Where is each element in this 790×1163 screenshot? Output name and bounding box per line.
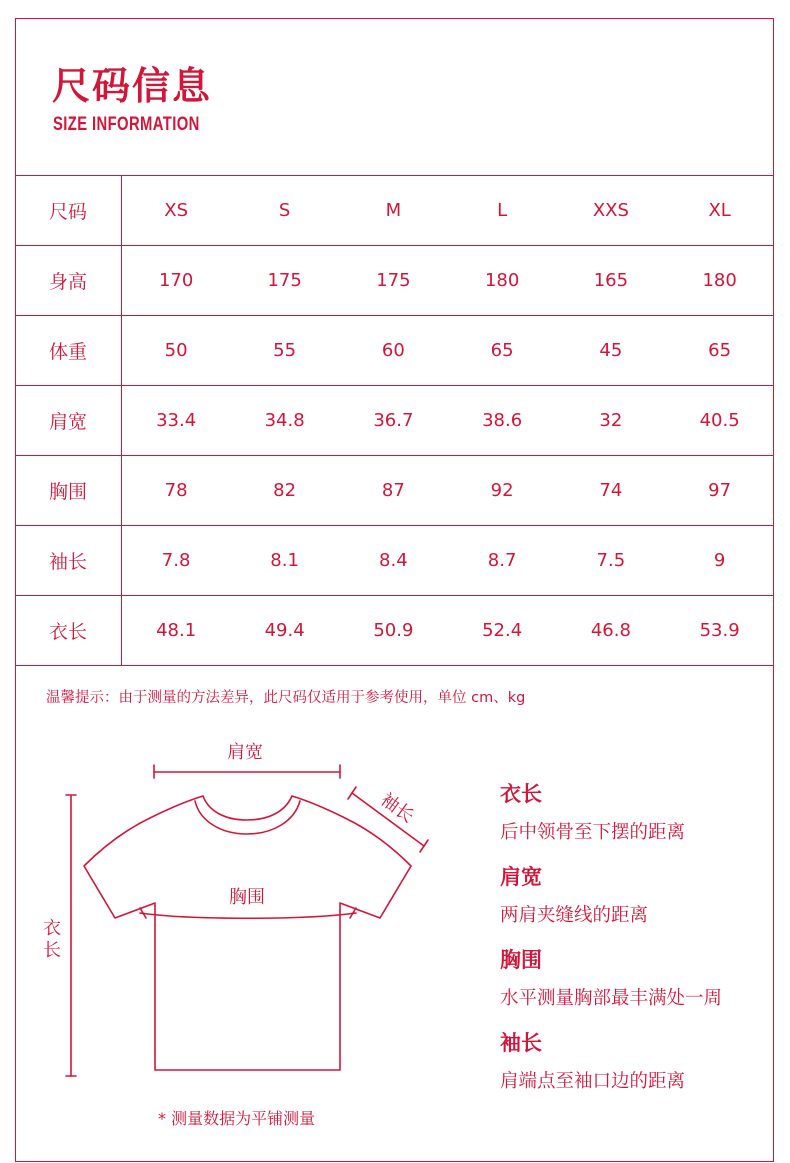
- table-cell: 165: [557, 246, 666, 316]
- table-cell: S: [230, 176, 339, 246]
- table-cell: 82: [230, 456, 339, 526]
- row-label: 袖长: [15, 526, 122, 596]
- row-label: 尺码: [15, 176, 122, 246]
- table-cell: 52.4: [448, 596, 557, 666]
- table-cell: XL: [665, 176, 774, 246]
- page-subtitle: SIZE INFORMATION: [53, 114, 200, 135]
- table-cell: L: [448, 176, 557, 246]
- sleeve-label: 袖长: [376, 789, 418, 828]
- table-cell: 34.8: [230, 386, 339, 456]
- table-cell: 97: [665, 456, 774, 526]
- definition-text: 肩端点至袖口边的距离: [500, 1071, 686, 1092]
- row-label: 体重: [15, 316, 122, 386]
- table-cell: M: [339, 176, 448, 246]
- definition-text: 两肩夹缝线的距离: [500, 905, 649, 926]
- definition-length: [500, 778, 685, 844]
- length-label-top: 衣: [43, 918, 61, 939]
- definition-shoulder: [500, 861, 648, 927]
- measurement-note: * 测量数据为平铺测量: [158, 1109, 316, 1128]
- table-cell: 180: [665, 246, 774, 316]
- table-cell: 45: [557, 316, 666, 386]
- row-label: 肩宽: [15, 386, 122, 456]
- table-cell: 49.4: [230, 596, 339, 666]
- table-cell: 48.1: [122, 596, 231, 666]
- table-cell: XS: [122, 176, 231, 246]
- table-cell: 170: [122, 246, 231, 316]
- table-cell: 92: [448, 456, 557, 526]
- definition-title: 袖长: [500, 1031, 542, 1055]
- table-cell: 38.6: [448, 386, 557, 456]
- table-cell: 7.8: [122, 526, 231, 596]
- row-label: 身高: [15, 246, 122, 316]
- table-cell: 8.4: [339, 526, 448, 596]
- table-cell: 9: [665, 526, 774, 596]
- collar-line: [195, 801, 300, 834]
- table-cell: 33.4: [122, 386, 231, 456]
- tip-text: 温馨提示：由于测量的方法差异，此尺码仅适用于参考使用，单位 cm、kg: [46, 690, 526, 706]
- chest-label: 胸围: [229, 887, 265, 908]
- shoulder-label: 肩宽: [227, 742, 263, 763]
- table-cell: XXS: [557, 176, 666, 246]
- table-cell: 40.5: [665, 386, 774, 456]
- table-cell: 32: [557, 386, 666, 456]
- row-label: 衣长: [15, 596, 122, 666]
- table-cell: 60: [339, 316, 448, 386]
- definition-text: 水平测量胸部最丰满处一周: [500, 988, 723, 1009]
- table-cell: 36.7: [339, 386, 448, 456]
- tshirt-outline: [84, 796, 411, 1070]
- definition-text: 后中领骨至下摆的距离: [500, 822, 686, 843]
- definition-chest: [500, 944, 722, 1010]
- table-cell: 175: [230, 246, 339, 316]
- definition-title: 胸围: [500, 948, 542, 972]
- table-cell: 78: [122, 456, 231, 526]
- table-cell: 7.5: [557, 526, 666, 596]
- table-cell: 175: [339, 246, 448, 316]
- table-cell: 74: [557, 456, 666, 526]
- definition-sleeve: [500, 1027, 685, 1093]
- table-cell: 53.9: [665, 596, 774, 666]
- row-label: 胸围: [15, 456, 122, 526]
- table-cell: 65: [448, 316, 557, 386]
- table-cell: 87: [339, 456, 448, 526]
- definition-title: 衣长: [500, 782, 542, 806]
- table-cell: 180: [448, 246, 557, 316]
- table-cell: 65: [665, 316, 774, 386]
- table-cell: 50.9: [339, 596, 448, 666]
- table-cell: 46.8: [557, 596, 666, 666]
- table-cell: 55: [230, 316, 339, 386]
- table-cell: 8.1: [230, 526, 339, 596]
- table-cell: 50: [122, 316, 231, 386]
- definition-title: 肩宽: [500, 865, 542, 889]
- table-cell: 8.7: [448, 526, 557, 596]
- chest-measure-line: [140, 913, 356, 918]
- length-label-bottom: 长: [43, 940, 61, 961]
- page-title: 尺码信息: [52, 64, 213, 108]
